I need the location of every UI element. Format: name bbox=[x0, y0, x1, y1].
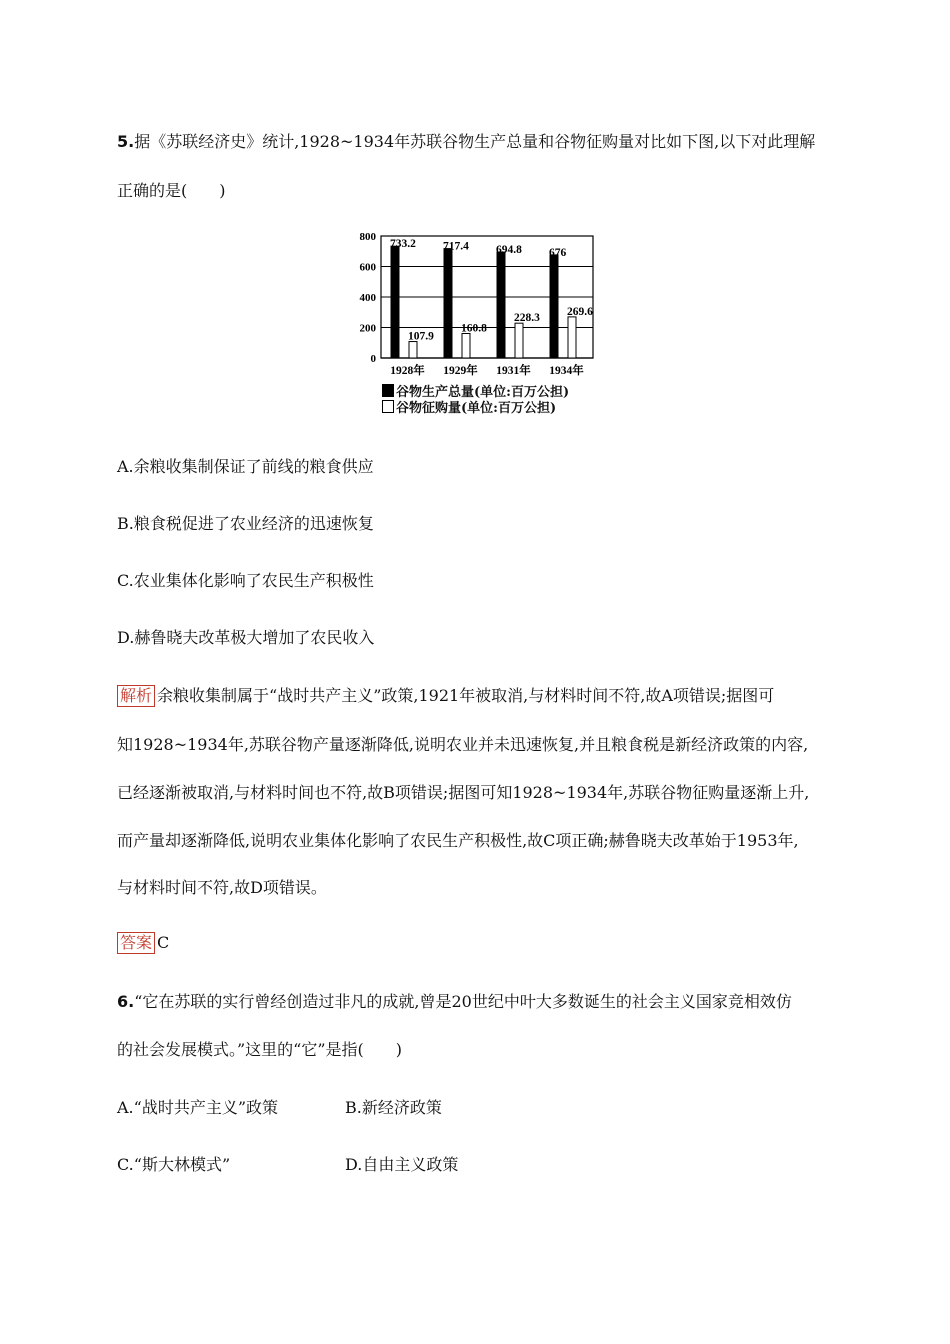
question-number: 5. bbox=[117, 132, 135, 151]
y-tick-label: 600 bbox=[359, 261, 376, 274]
data-label: 733.2 bbox=[390, 238, 416, 251]
q6-stem-text: “它在苏联的实行曾经创造过非凡的成就,曾是20世纪中叶大多数诞生的社会主义国家竞相效仿 bbox=[134, 992, 792, 1011]
x-tick-label: 1934年 bbox=[549, 365, 584, 377]
bar-procurement bbox=[515, 323, 523, 358]
bar-production bbox=[391, 246, 399, 358]
y-tick-label: 800 bbox=[359, 231, 376, 243]
q6-stem-line2: 的社会发展模式。”这里的“它”是指( ) bbox=[117, 1040, 403, 1059]
data-label: 269.6 bbox=[567, 305, 593, 318]
q6-option-d: D.自由主义政策 bbox=[345, 1155, 459, 1174]
bar-procurement bbox=[462, 333, 470, 358]
bar-procurement bbox=[409, 342, 417, 358]
chart-legend-item-production bbox=[382, 384, 569, 401]
answer-label: 答案 bbox=[117, 932, 155, 954]
q6-stem-line1 bbox=[117, 991, 792, 1013]
analysis-line-4: 而产量却逐渐降低,说明农业集体化影响了农民生产积极性,故C项正确;赫鲁晓夫改革始于1953年, bbox=[117, 831, 799, 850]
y-tick-label: 0 bbox=[370, 353, 376, 365]
chart-legend-item-procurement bbox=[382, 400, 556, 417]
bar-chart bbox=[350, 228, 610, 378]
data-label: 228.3 bbox=[514, 312, 540, 325]
x-tick-label: 1928年 bbox=[390, 365, 425, 377]
x-tick-label: 1929年 bbox=[443, 365, 478, 377]
data-label: 717.4 bbox=[443, 240, 469, 253]
bar-production bbox=[497, 252, 505, 358]
answer-line bbox=[117, 932, 169, 954]
analysis-text: 余粮收集制属于“战时共产主义”政策,1921年被取消,与材料时间不符,故A项错误;据图可 bbox=[157, 686, 775, 705]
data-label: 676 bbox=[549, 246, 567, 259]
analysis-label: 解析 bbox=[117, 685, 155, 707]
analysis-line-2: 知1928~1934年,苏联谷物产量逐渐降低,说明农业并未迅速恢复,并且粮食税是新经济政策的内容, bbox=[117, 735, 809, 754]
q5-option-d: D.赫鲁晓夫改革极大增加了农民收入 bbox=[117, 628, 375, 647]
q5-stem-line1 bbox=[117, 131, 815, 153]
legend-label: 谷物征购量(单位:百万公担) bbox=[396, 401, 557, 416]
analysis-line-1 bbox=[117, 685, 774, 707]
q5-option-b: B.粮食税促进了农业经济的迅速恢复 bbox=[117, 514, 374, 533]
x-tick-label: 1931年 bbox=[496, 365, 531, 377]
analysis-line-5: 与材料时间不符,故D项错误。 bbox=[117, 878, 327, 897]
legend-swatch-white bbox=[382, 400, 394, 413]
q5-stem-line2: 正确的是( ) bbox=[117, 181, 226, 200]
q6-option-c: C.“斯大林模式” bbox=[117, 1155, 231, 1174]
y-tick-label: 200 bbox=[359, 322, 376, 335]
q6-option-b: B.新经济政策 bbox=[345, 1098, 442, 1117]
data-label: 107.9 bbox=[408, 330, 434, 343]
q5-option-c: C.农业集体化影响了农民生产积极性 bbox=[117, 571, 374, 590]
q6-option-a: A.“战时共产主义”政策 bbox=[117, 1098, 279, 1117]
q5-option-a: A.余粮收集制保证了前线的粮食供应 bbox=[117, 457, 374, 476]
analysis-line-3: 已经逐渐被取消,与材料时间也不符,故B项错误;据图可知1928~1934年,苏联谷物征购量逐渐上升, bbox=[117, 783, 810, 802]
bar-procurement bbox=[568, 317, 576, 358]
y-tick-label: 400 bbox=[359, 292, 376, 304]
legend-label: 谷物生产总量(单位:百万公担) bbox=[396, 385, 570, 400]
q5-stem-text: 据《苏联经济史》统计,1928~1934年苏联谷物生产总量和谷物征购量对比如下图,以下对此理解 bbox=[134, 132, 816, 151]
answer-value: C bbox=[157, 933, 170, 952]
data-label: 694.8 bbox=[496, 244, 522, 257]
question-number: 6. bbox=[117, 992, 135, 1011]
bar-production bbox=[444, 249, 452, 358]
legend-swatch-black bbox=[382, 384, 394, 397]
data-label: 160.8 bbox=[461, 322, 487, 335]
bar-production bbox=[550, 255, 558, 358]
